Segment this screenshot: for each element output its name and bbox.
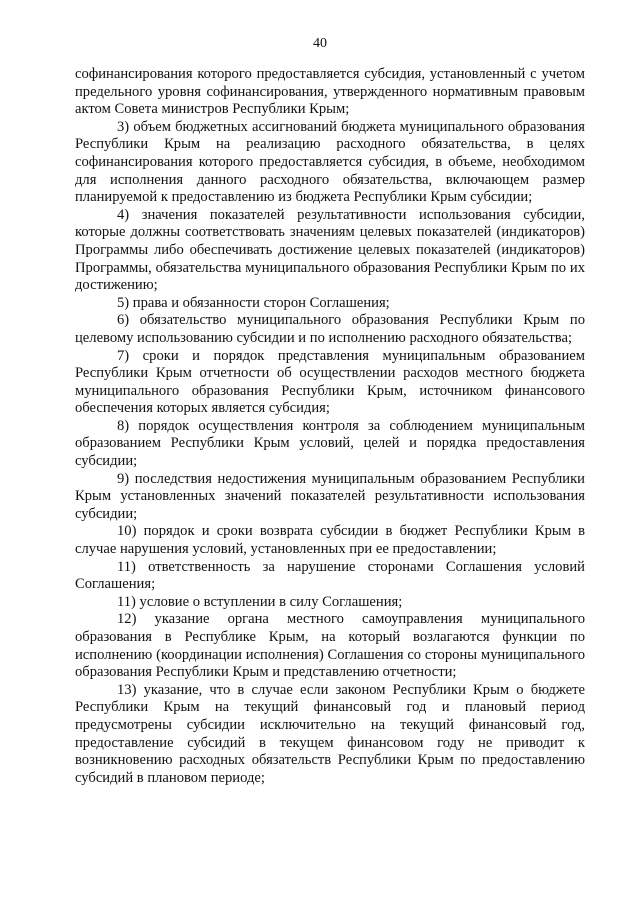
paragraph-item-11b: 11) условие о вступлении в силу Соглашения; bbox=[117, 593, 403, 610]
paragraph-item-9: 9) последствия недостижения муниципальным образованием Республики Крым установленных значений показателей результативности использования субсидии; bbox=[75, 470, 585, 522]
paragraph-item-7: 7) сроки и порядок представления муниципальным образованием Республики Крым отчетности об осуществлении расходов местного бюджета муниципального образования Республики Крым, источником финансового обеспечения которых является субсидия; bbox=[75, 347, 585, 417]
page-number: 40 bbox=[313, 36, 327, 51]
document-body bbox=[75, 66, 585, 787]
paragraph-item-11a: 11) ответственность за нарушение сторонами Соглашения условий Соглашения; bbox=[75, 558, 585, 593]
paragraph-item-4: 4) значения показателей результативности использования субсидии, которые должны соответствовать значениям целевых показателей (индикаторов) Программы либо обеспечивать достижение целевых показателей (индикаторов) Программы, обязательства муниципального образования Республики Крым по их достижению; bbox=[75, 206, 585, 294]
paragraph-item-12: 12) указание органа местного самоуправления муниципального образования в Республике Крым, на который возлагаются функции по исполнению (координации исполнения) Соглашения со стороны муниципального образования Республики Крым и представлению отчетности; bbox=[75, 611, 585, 681]
paragraph-item-3: 3) объем бюджетных ассигнований бюджета муниципального образования Республики Крым на реализацию расходного обязательства, в целях софинансирования которого предоставляется субсидия, в объеме, необходимом для исполнения данного расходного обязательства, включающем размер планируемой к предоставлению из бюджета Республики Крым субсидии; bbox=[75, 118, 585, 206]
paragraph-item-6: 6) обязательство муниципального образования Республики Крым по целевому использованию субсидии и по исполнению расходного обязательства; bbox=[75, 312, 585, 346]
paragraph-continuation: софинансирования которого предоставляется субсидия, установленный с учетом предельного уровня софинансирования, утвержденного нормативным правовым актом Совета министров Республики Крым; bbox=[75, 66, 585, 118]
paragraph-item-8: 8) порядок осуществления контроля за соблюдением муниципальным образованием Республики Крым условий, целей и порядка предоставления субсидии; bbox=[75, 417, 585, 470]
paragraph-item-5: 5) права и обязанности сторон Соглашения; bbox=[117, 294, 390, 311]
paragraph-item-10: 10) порядок и сроки возврата субсидии в бюджет Республики Крым в случае нарушения условий, установленных при ее предоставлении; bbox=[75, 523, 585, 558]
paragraph-item-13: 13) указание, что в случае если законом Республики Крым о бюджете Республики Крым на текущий финансовый год и плановый период предусмотрены субсидии исключительно на текущий финансовый год, предоставление субсидий в текущем финансовом году не приводит к возникновению расходных обязательств Республики Крым по предоставлению субсидий в плановом периоде; bbox=[75, 681, 585, 786]
